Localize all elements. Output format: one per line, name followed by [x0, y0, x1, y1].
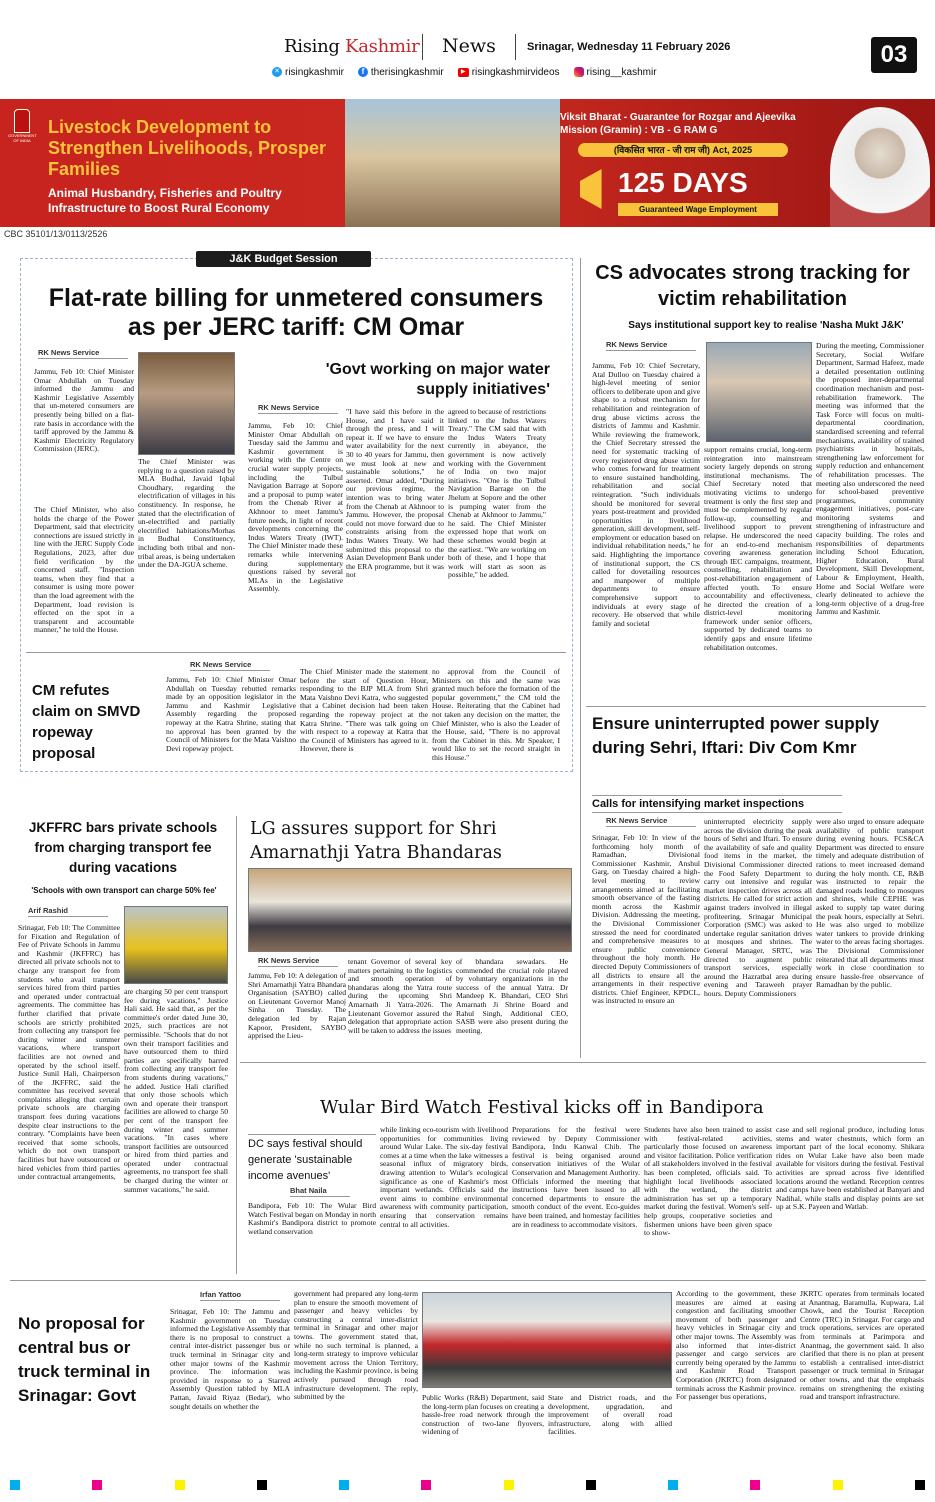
- article-text: agreed to because of restrictions linked to the Indus Waters Treaty." The CM said that with the Indus Waters Treaty currently in abeyance, the government is now actively working with the Government of India on two major initiatives. "One is the Tulbul Navigation Barrage on the Jhelum at Sopore and the other is pumping water from the Chenab at Akhnoor to Jammu," he said. The Chief Minister expressed hope that work on these schemes would begin at the earliest. "We are working on both of these, and I hope that work will start as soon as possible," he added.: [448, 408, 546, 580]
- headline-flat-rate-billing: Flat-rate billing for unmetered consumers as per JERC tariff: CM Omar: [48, 284, 544, 341]
- headline-cs-tracking: CS advocates strong tracking for victim rehabilitation: [595, 262, 910, 310]
- article-text: Jammu, Feb 10: A delegation of Shri Amarnathji Yatra Bhandara Organisation (SAYBO) called on Lieutenant Governor Manoj Sinha on Tuesday. The delegation led by Rajan Kapoor, President, SAYBO apprised the Lieu-: [248, 972, 346, 1041]
- divider: [580, 258, 581, 1058]
- page-number: 03: [871, 37, 917, 73]
- ad-guarantee: Guaranteed Wage Employment: [618, 203, 778, 216]
- cattle-farm-photo: [345, 99, 560, 227]
- jkrtc-buses-photo: [422, 1292, 672, 1388]
- brand-divider-2: [515, 34, 516, 60]
- article-text: Jammu, Feb 10: Chief Minister Omar Abdullah on Tuesday rebutted remarks made by an opposition legislator in the Jammu and Kashmir Legislative Assembly regarding the proposed ropeway at the Katra Shrine, stating that no approval has been granted by the Council of Ministers for the Mata Vaishno Devi ropeway project.: [166, 676, 296, 753]
- color-swatch: [668, 1480, 678, 1490]
- byline: RK News Service: [190, 660, 270, 671]
- lg-delegation-photo: [248, 868, 572, 952]
- masthead: [0, 0, 935, 88]
- byline: RK News Service: [258, 403, 338, 414]
- color-swatch: [750, 1480, 760, 1490]
- color-swatch: [915, 1480, 925, 1490]
- section-name: News: [442, 35, 496, 57]
- color-swatch: [257, 1480, 267, 1490]
- article-text: no approval from the Council of Ministers on this and the same was granted much before the formation of the popular government," the CM told the House. Reiterating that the Cabinet had not taken any decision on the matter, the Chief Minister, who is also the Leader of the House, said, "There is no approval from the Cabinet in this. Mr Speaker, I would like to set the record straight in this House.": [432, 668, 560, 762]
- registration-bar: [0, 1480, 935, 1490]
- byline: RK News Service: [606, 816, 696, 827]
- cm-omar-photo: [138, 352, 235, 455]
- chief-secretary-photo: [706, 342, 812, 442]
- article-text: Srinagar, Feb 10: The Jammu and Kashmir government on Tuesday informed the Legislative Assembly that there is no proposal to construct a central inter-district passenger bus or truck terminal in Srinagar city and other major towns of the Kashmir province. The information was provided in response to a Starred Assembly Question tabled by MLA Pattan, Javaid Riyaz (Bedar), who sought details on whether the: [170, 1308, 290, 1411]
- social-x[interactable]: ✕ risingkashmir: [272, 67, 344, 78]
- ad-act-name: (विकसित भारत - जी राम जी) Act, 2025: [578, 143, 788, 157]
- social-youtube[interactable]: ▶ risingkashmirvideos: [458, 67, 560, 78]
- subheadline: Calls for intensifying market inspections: [592, 795, 842, 813]
- article-text: while linking eco-tourism with livelihood opportunities for communities living around Wular Lake. The six-day festival comes at a time when the lake witnesses a seasonal influx of migratory birds, drawing attention to Wular's ecological significance as one of Kashmir's most important wetlands. Officials said the event aims to combine environmental awareness with community participation, ensuring that conservation remains central to all activities.: [380, 1126, 508, 1229]
- headline-no-bus-terminal: No proposal for central bus or truck terminal in Srinagar: Govt: [18, 1314, 151, 1405]
- section-tag: J&K Budget Session: [196, 251, 371, 267]
- pm-portrait: [830, 107, 930, 239]
- divider: [236, 816, 237, 1274]
- article-text: of bhandara sewadars. He commended the crucial role played by voluntary organizations in the success of the annual Yatra. Dr Mandeep K. Bhandari, CEO Shri Amarnath Ji Shrine Board and Rahul Singh, Additional CEO, SASB were also present during the meeting.: [456, 958, 568, 1035]
- divider: [26, 652, 566, 653]
- color-swatch: [339, 1480, 349, 1490]
- article-text: The Chief Minister made the statement before the start of Question Hour, responding to the BJP MLA from Shri Mata Vaishno Devi Katra, who suggested that a Cabinet decision had been taken regarding the ropeway project at the Katra Shrine. "There was talk going on with respect to a ropeway at Katra that the Council of Ministers has agreed to it. However, there is: [300, 668, 428, 754]
- article-text: government had prepared any long-term plan to ensure the smooth movement of passenger and heavy vehicles by constructing a central inter-district terminal in Srinagar and other major towns. The government stated that, while no such terminal is planned, a long-term strategy to improve vehicular movement across the Union Territory, including the Kashmir province, is being actively pursued through road infrastructure development. The reply, submitted by the: [294, 1290, 418, 1402]
- article-text: were also urged to ensure adequate availability of public transport during evening hours. FCS&CA Department was directed to ensure timely and adequate distribution of rations to meet increased demand during the holy month. CE, R&B was instructed to repair the damaged roads leading to mosques and shrines, while CEPHE was asked to supply tap water during the peak hours, especially at Sehri. He was also urged to mobilize water tankers to provide drinking water to the areas facing shortages. The Divisional Commissioner reiterated that all departments must work in close coordination to ensure hassle-free observance of Ramadhan by the public.: [816, 818, 924, 990]
- youtube-icon: ▶: [458, 68, 469, 77]
- article-text: Jammu, Feb 10: Chief Minister Omar Abdullah on Tuesday informed the Jammu and Kashmir Legislative Assembly that un-metered consumers are presently being billed on a flat-rate basis in accordance with the tariff approved by the Jammu & Kashmir Electricity Regulatory Commission (JERC).: [34, 368, 134, 454]
- article-text: are charging 50 per cent transport fee during vacations," Justice Hali said. He said that, as per the committee's order dated June 30, 2025, such practices are not permissible. "Schools that do not own their transport facilities and have outsourced them to third parties are specifically barred from collecting any transport fee from students during vacations," he added. Justice Hali clarified that only those schools which own and operate their transport facilities are allowed to charge 50 per cent of the transport fee during winter and summer vacations. "In cases where transport facilities are outsourced or hired from third parties and operated under contractual agreements, no transport fee shall be charged during the winter or summer vacations," he said.: [124, 988, 228, 1194]
- color-swatch: [92, 1480, 102, 1490]
- article-text: Bandipora, Feb 10: The Wular Bird Watch Festival began on Monday in north Kashmir's Bandipora district to promote wetland conservation: [248, 1202, 376, 1236]
- headline-smvd-ropeway: CM refutes claim on SMVD ropeway proposal: [32, 682, 141, 762]
- article-text: support remains crucial, long-term reintegration into mainstream society largely depends on strong institutional mechanisms. The Chief Secretary noted that motivating victims to undergo treatment is only the first step and must be complemented by regular follow-up, counselling and livelihood support to prevent relapse. He underscored the need for an end-to-end mechanism covering awareness generation through IEC campaigns, treatment, counselling, rehabilitation and post-rehabilitation engagement of affected youth. To ensure accountability and effectiveness, he directed the creation of a district-level monitoring framework under senior officers, supported by dedicated teams to identify gaps and ensure lifetime rehabilitation outcomes.: [704, 446, 812, 652]
- article-text: "I have said this before in the House, and I have said it through the press, and I will repeat it. If we have to ensure water availability for the next 30 to 40 years for Jammu, then we must look at new and sustainable solutions," he asserted. Omar added, "During our previous regime, the intention was to bring water from the Chenab at Akhnoor to Jammu. However, the proposal could not move forward due to constraints arising from the Indus Waters Treaty. We had submitted this proposal to the Asian Development Bank under the ERA programme, but it was not: [346, 408, 444, 580]
- headline-lg-amarnathji: LG assures support for Shri Amarnathji Yatra Bhandaras: [250, 819, 502, 863]
- article-text: case and sell regional produce, including lotus stems and water chestnuts, which form an important part of the local economy. Shikara rides on Wular Lake have also been made available for visitors during the festival. Festival activities are spread across five identified locations around the wetland. Reception centres and camps have been established at Banyari and Nadihal, while stalls and display points are set up at S.K. Payeen and Watlab.: [776, 1126, 924, 1212]
- color-swatch: [421, 1480, 431, 1490]
- social-bar: [272, 64, 862, 80]
- gov-emblem: GOVERNMENT OF INDIA: [8, 109, 36, 149]
- byline: Bhat Naila: [290, 1186, 350, 1197]
- headline-wular-festival: Wular Bird Watch Festival kicks off in Bandipora: [320, 1097, 764, 1118]
- subheadline: Says institutional support key to realise 'Nasha Mukt J&K': [628, 320, 904, 331]
- article-text: Public Works (R&B) Department, said the long-term plan focuses on creating a hassle-free road network through the construction of two-lane flyovers, widening of: [422, 1394, 544, 1437]
- byline: RK News Service: [606, 340, 696, 351]
- color-swatch: [10, 1480, 20, 1490]
- color-swatch: [586, 1480, 596, 1490]
- instagram-icon: [574, 67, 584, 77]
- headline-water-supply: 'Govt working on major water supply initiatives': [325, 361, 550, 398]
- article-text: Srinagar, Feb 10: The Committee for Fixation and Regulation of Fee of Private Schools in Jammu and Kashmir (JKFFRC) has directed all private schools not to charge any transport fee from students who avail transport services hired from third parties and operated under contractual agreements. The committee has further clarified that private schools are strictly prohibited from collecting any transport fee during winter and summer vacations, where transport facilities are not owned and operated by the school itself. Justice Sunil Hali, Chairperson of the JKFFRC, said the committee has received several complaints alleging that certain private schools are charging transport fees during vacations despite clear instructions to the contrary. "Complaints have been received that some schools, which do not own transport facilities but have outsourced or hired vehicles from third parties under contractual arrangements,: [18, 924, 120, 1182]
- ad-days: 125 DAYS: [618, 167, 748, 198]
- social-instagram[interactable]: rising__kashmir: [574, 67, 657, 78]
- article-text: uninterrupted electricity supply across the division during the peak hours of Sehri and Iftari. To ensure the availability of safe and quality food items in the market, the Divisional Commissioner directed the Food Safety Department to carry out intensive and regular market inspection drives across all districts. He called for strict action against traders involved in illegal profiteering. Srinagar Municipal Corporation (SMC) was asked to undertake regular sanitation drives at mosques and shrines. The General Manager, SRTC, was directed to augment public transport services, especially around the Hazratbal area during evening and Taraweeh prayer hours. Deputy Commissioners: [704, 818, 812, 998]
- ad-subtitle: Animal Husbandry, Fisheries and Poultry Infrastructure to Boost Rural Economy: [48, 186, 282, 215]
- article-text: Srinagar, Feb 10: In view of the forthcoming holy month of Ramadhan, Divisional Commissioner Kashmir, Anshul Garg, on Tuesday chaired a high-level meeting to review arrangements aimed at facilitating smooth observance of the fasting month across the Kashmir Division. Addressing the meeting, the Divisional Commissioner stressed the need for coordinated and comprehensive measures to ensure public convenience throughout the holy month. He directed Deputy Commissioners of all districts to ensure all the arrangements in their respective districts. Chief Engineer, KPDCL, was instructed to ensure an: [592, 834, 700, 1006]
- byline: RK News Service: [38, 348, 128, 359]
- byline: RK News Service: [258, 956, 338, 967]
- color-swatch: [175, 1480, 185, 1490]
- ad-title: Livestock Development to Strengthen Livelihoods, Prosper Families: [48, 117, 327, 179]
- color-swatch: [833, 1480, 843, 1490]
- emblem-icon: [14, 109, 30, 133]
- article-text: The Chief Minister was replying to a question raised by MLA Budhal, Javaid Iqbal Choudhary, regarding the electrification of villages in his constituency. In response, he stated that the electrification of un-electrified and partially electrified habitations/Morhas in Budhal Constituency, including both tribal and non-tribal areas, is being undertaken under the DA-JGUA scheme.: [138, 458, 235, 570]
- byline: Irfan Yattoo: [200, 1290, 280, 1301]
- x-icon: ✕: [272, 67, 282, 77]
- social-facebook[interactable]: f therisingkashmir: [358, 67, 444, 78]
- ad-code: CBC 35101/13/0113/2526: [0, 227, 935, 241]
- divider: [10, 1280, 926, 1281]
- brand-divider: [422, 34, 423, 60]
- article-text: Jammu, Feb 10: Chief Minister Omar Abdullah on Tuesday said the Jammu and Kashmir government is working with the Centre on crucial water supply projects, including the Tulbul Navigation Barrage at Sopore and a proposal to pump water from the Chenab River at Akhnoor to meet Jammu's future needs, in light of recent developments concerning the Indus Waters Treaty (IWT). The Chief Minister made these remarks while intervening during supplementary questions raised by several MLAs in the Legislative Assembly.: [248, 422, 343, 594]
- school-buses-photo: [124, 906, 228, 984]
- article-text: Jammu, Feb 10: Chief Secretary, Atal Dulloo on Tuesday chaired a high-level meeting of senior officers to deliberate upon and give shape to a robust mechanism for rehabilitation and reintegration of drug abuse victims across the districts of Jammu and Kashmir. While reviewing the framework, the Chief Secretary stressed the need for systematic tracking of every registered drug abuse victim who comes forward for treatment to ensure sustained handholding, rehabilitation and social reintegration. "Such individuals should be monitored for several years post-treatment and provided opportunities in livelihood generation, skill development, self-employment or education based on individual rehabilitation needs," he said. Highlighting the importance of institutional support, the CS called for dovetailing resources and manpower of multiple departments to ensure comprehensive support to individuals at every stage of recovery. He observed that while family and societal: [592, 362, 700, 628]
- article-text: During the meeting, Commissioner Secretary, Social Welfare Department, Sarmad Hafeez, made a detailed presentation outlining the proposed inter-departmental coordination mechanism and post-rehabilitation framework. The meeting was informed that the Task Force will focus on multi-departmental coordination, standardised screening and referral mechanisms, availability of trained psychiatrists in hospitals, strengthening law enforcement for supply reduction and enhancement of rehabilitation processes. The meeting also underscored the need for school-based preventive programmes, community engagement initiatives, post-care monitoring systems and strengthening of infrastructure and capacity building. The roles and responsibilities of departments including School Education, Higher Education, Rural Development, Skill Development, Labour & Employment, Health, Home and Social Welfare were clearly delineated to achieve the long-term objective of a drug-free Jammu and Kashmir.: [816, 342, 924, 617]
- subheadline: 'Schools with own transport can charge 50% fee': [31, 886, 217, 895]
- facebook-icon: f: [358, 67, 368, 77]
- article-text: Students have also been trained to assist with festival-related activities, particularly those focused on awareness and visitor facilitation. Police verification of all stakeholders involved in the festival has been completed, officials said. To highlight local livelihoods associated with the wetland, the district administration has set up a temporary market during the festival. Women's self-help groups, cooperative societies and fishermen unions have been given space to show-: [644, 1126, 772, 1238]
- article-text: State and District roads, and the development, upgradation, and improvement of overall road infrastructure, along with allied facilities.: [548, 1394, 672, 1437]
- article-text: Preparations for the festival were reviewed by Deputy Commissioner Bandipora, Indu Kanwal Chib. The festival is being organised around conservation initiatives of the Wular Conservation and Management Authority. Officials informed the meeting that instructions have been issued to all concerned departments to ensure the smooth conduct of the event. Eco-guides have been trained, and homestay facilities are in readiness to accommodate visitors.: [512, 1126, 640, 1229]
- brand-logo: Rising Kashmir: [284, 36, 420, 57]
- headline-power-supply-sehri: Ensure uninterrupted power supply during Sehri, Iftari: Div Com Kmr: [592, 714, 880, 757]
- divider: [240, 1062, 926, 1063]
- divider: [586, 706, 926, 707]
- article-text: The Chief Minister, who also holds the charge of the Power Department, said that electricity connections are issued strictly in line with the JERC Supply Code Regulations, 2023, after due field verification by the concerned staff. "Inspection teams, when they find that a consumer is using more power than the load agreement with the Department, load revision is effected on the spot in a transparent and accountable manner," he told the House.: [34, 506, 134, 635]
- megaphone-icon: [580, 169, 616, 209]
- ad-rozgar-title: Viksit Bharat - Guarantee for Rozgar and Ajeevika Mission (Gramin) : VB - G RAM G: [560, 112, 796, 136]
- article-text: JKRTC operates from terminals located at Anantnag, Baramulla, Kupwara, Lal Chowk, and the Tourist Reception Centre (TRC) in Srinagar. For cargo and truck operations, services are operated from terminals at Parimpora and Anantnag, the government said. It also clarified that there is no plan at present to establish a centralised inter-district passenger or truck terminal in Srinagar or other towns, and that the emphasis remains on strengthening the existing road and transport infrastructure.: [800, 1290, 924, 1402]
- issue-date: Srinagar, Wednesday 11 February 2026: [527, 41, 731, 53]
- subheadline: DC says festival should generate 'sustainable income avenues': [248, 1134, 376, 1184]
- byline: Arif Rashid: [28, 906, 108, 917]
- ad-banner[interactable]: [0, 99, 935, 241]
- article-text: According to the government, these measures are aimed at easing congestion and facilitating smoother movement of both passenger and heavy vehicles in Srinagar city and other major towns. The Assembly was also informed that inter-district passenger and cargo services are currently being operated by the Jammu and Kashmir Road Transport Corporation (JKRTC) from designated terminals across the Kashmir province. For passenger bus operations,: [676, 1290, 796, 1402]
- headline-jkffrc-transport-fee: JKFFRC bars private schools from charging transport fee during vacations: [28, 820, 218, 875]
- color-swatch: [504, 1480, 514, 1490]
- article-text: tenant Governor of several key matters pertaining to the logistics and smooth operation of bhandaras along the Yatra route during the upcoming Shri Amarnath Ji Yatra-2026. The Lieutenant Governor assured the delegation that appropriate action will be taken to address the issues: [348, 958, 452, 1035]
